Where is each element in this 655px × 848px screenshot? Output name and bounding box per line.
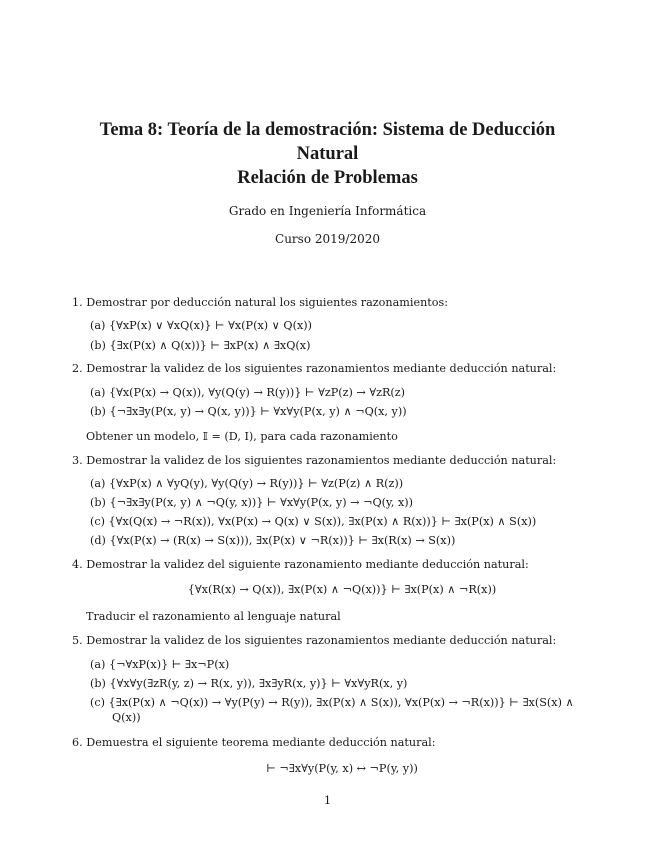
document-title [60, 118, 595, 190]
page-number: 1 [323, 793, 332, 807]
problem-2-item-b: (b) {¬∃x∃y(P(x, y) → Q(x, y))} ⊢ ∀x∀y(P(x, y) ∧ ¬Q(x, y)) [90, 405, 407, 418]
problem-5-item-c: (c) {∃x(P(x) ∧ ¬Q(x)) → ∀y(P(y) → R(y)), ∃x(P(x) ∧ S(x)), ∀x(P(x) → ¬R(x))} ⊢ ∃x(S(x) ∧ [90, 696, 574, 709]
problem-4-formula: {∀x(R(x) → Q(x)), ∃x(P(x) ∧ ¬Q(x))} ⊢ ∃x(P(x) ∧ ¬R(x)) [187, 583, 497, 596]
problem-5-item-a: (a) {¬∀xP(x)} ⊢ ∃x¬P(x) [90, 658, 230, 671]
problem-4-number: 4. [72, 558, 83, 571]
problem-1-item-a: (a) {∀xP(x) ∨ ∀xQ(x)} ⊢ ∀x(P(x) ∨ Q(x)) [90, 319, 312, 332]
problem-4-statement [72, 558, 529, 572]
problem-3-number: 3. [72, 454, 83, 467]
problem-6-number: 6. [72, 736, 83, 749]
problem-4-note: Traducir el razonamiento al lenguaje natural [86, 610, 341, 623]
problem-3-item-a: (a) {∀xP(x) ∧ ∀yQ(y), ∀y(Q(y) → R(y))} ⊢ ∀z(P(z) ∧ R(z)) [90, 477, 404, 490]
problem-3-statement [72, 454, 556, 468]
problem-6-formula: ⊢ ¬∃x∀y(P(y, x) ↔ ¬P(y, y)) [266, 762, 418, 775]
title-line-3: Relación de Problemas [237, 168, 418, 188]
problem-2-text: Demostrar la validez de los siguientes razonamientos mediante deducción natural: [86, 362, 557, 375]
problem-1-number: 1. [72, 296, 83, 309]
problem-2-statement [72, 362, 556, 376]
problem-2-note: Obtener un modelo, 𝕀 = (D, I), para cada razonamiento [86, 430, 398, 443]
problem-2-item-a: (a) {∀x(P(x) → Q(x)), ∀y(Q(y) → R(y))} ⊢ ∀zP(z) → ∀zR(z) [90, 386, 406, 399]
problem-1-item-b: (b) {∃x(P(x) ∧ Q(x))} ⊢ ∃xP(x) ∧ ∃xQ(x) [90, 339, 311, 352]
problem-5-item-b: (b) {∀x∀y(∃zR(y, z) → R(x, y)), ∃x∃yR(x, y)} ⊢ ∀x∀yR(x, y) [90, 677, 408, 690]
course-year: Curso 2019/2020 [275, 232, 380, 246]
problem-1-statement [72, 296, 448, 310]
problem-4-text: Demostrar la validez del siguiente razonamiento mediante deducción natural: [86, 558, 529, 571]
problem-5-item-c-continuation: Q(x)) [112, 711, 141, 724]
problem-3-item-d: (d) {∀x(P(x) → (R(x) → S(x))), ∃x(P(x) ∨ ¬R(x))} ⊢ ∃x(R(x) → S(x)) [90, 534, 456, 547]
title-line-2: Natural [296, 144, 359, 164]
problem-5-number: 5. [72, 634, 83, 647]
problem-3-item-b: (b) {¬∃x∃y(P(x, y) ∧ ¬Q(y, x))} ⊢ ∀x∀y(P(x, y) → ¬Q(y, x)) [90, 496, 413, 509]
problem-6-text: Demuestra el siguiente teorema mediante deducción natural: [86, 736, 436, 749]
problem-6-statement [72, 736, 435, 750]
problem-5-statement [72, 634, 556, 648]
problem-3-text: Demostrar la validez de los siguientes razonamientos mediante deducción natural: [86, 454, 557, 467]
title-line-1: Tema 8: Teoría de la demostración: Sistema de Deducción [99, 120, 556, 140]
problem-3-item-c: (c) {∀x(Q(x) → ¬R(x)), ∀x(P(x) → Q(x) ∨ S(x)), ∃x(P(x) ∧ R(x))} ⊢ ∃x(P(x) ∧ S(x)) [90, 515, 537, 528]
problem-1-text: Demostrar por deducción natural los siguientes razonamientos: [86, 296, 449, 309]
problem-2-number: 2. [72, 362, 83, 375]
problem-5-text: Demostrar la validez de los siguientes razonamientos mediante deducción natural: [86, 634, 557, 647]
degree-name: Grado en Ingeniería Informática [228, 204, 427, 218]
